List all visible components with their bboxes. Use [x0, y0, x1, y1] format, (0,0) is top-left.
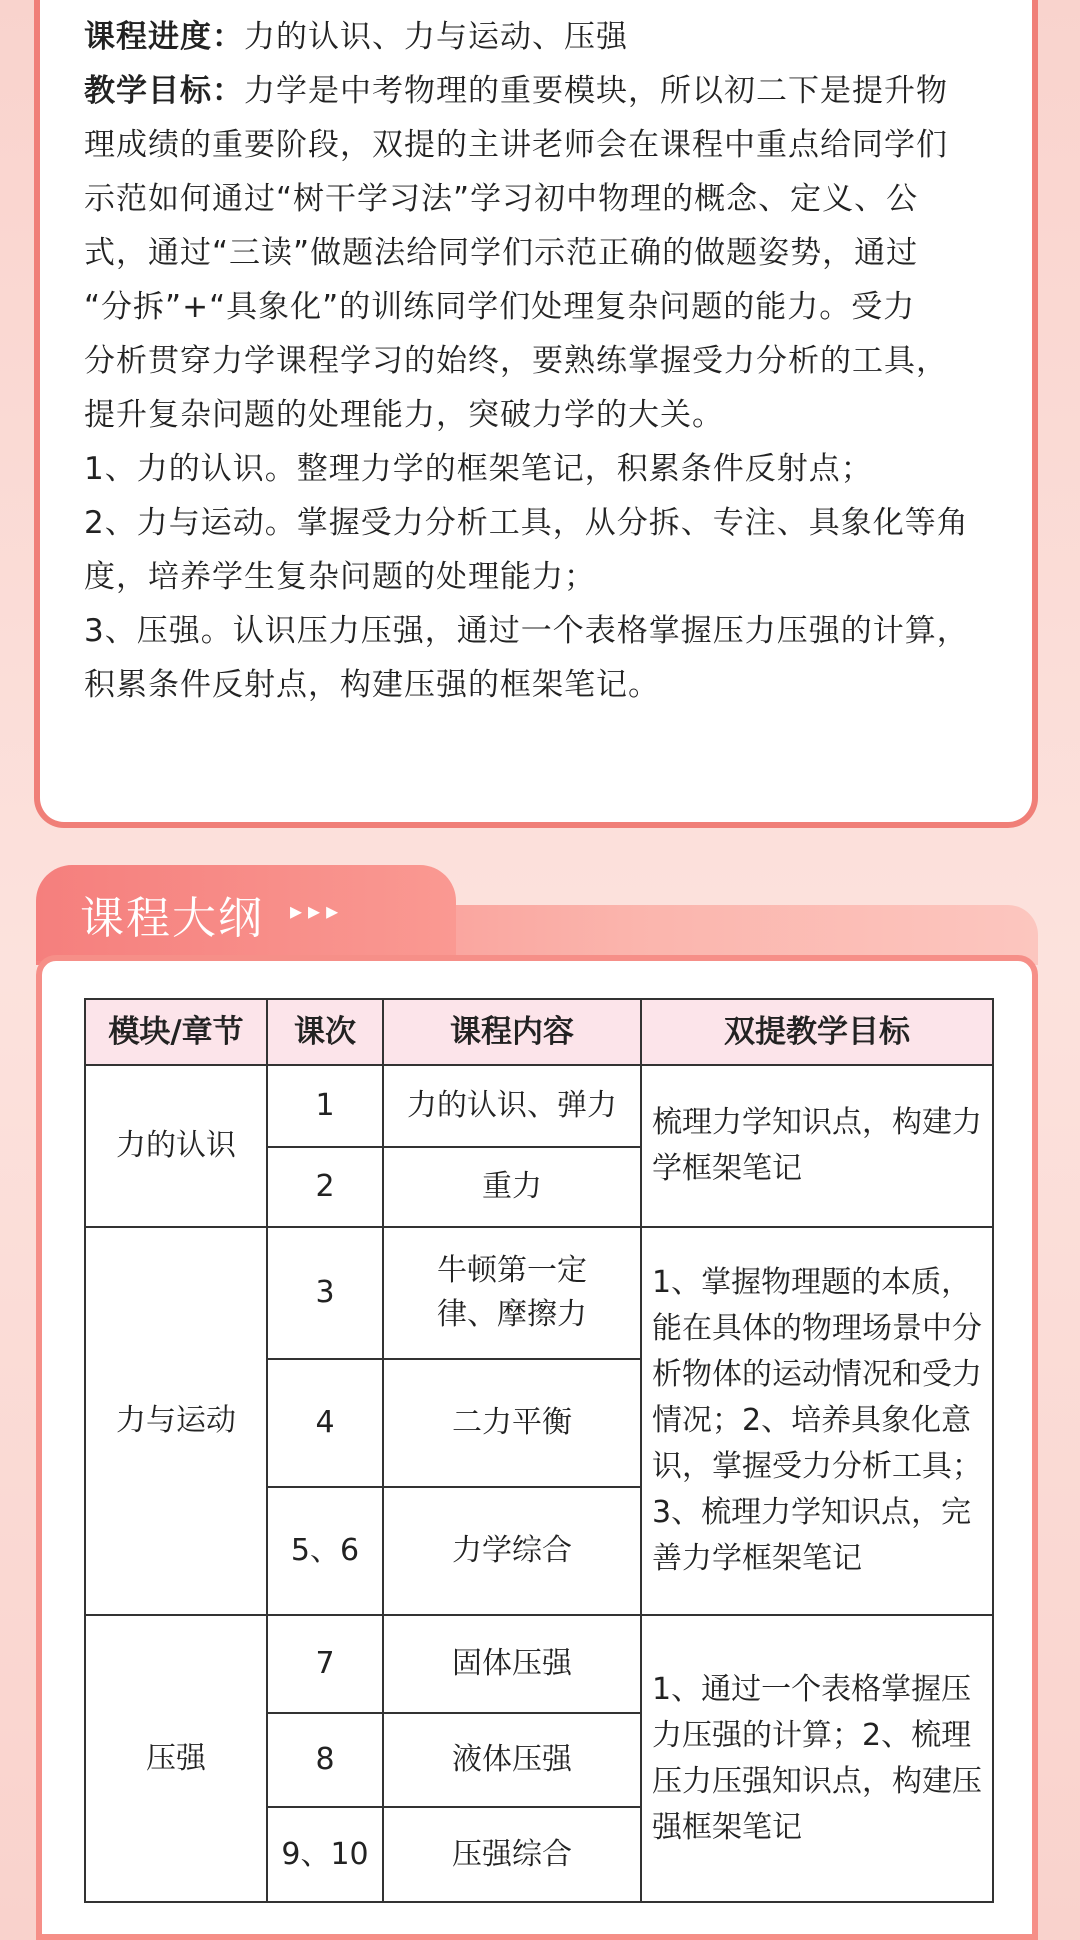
module-cell: 力的认识	[84, 1064, 268, 1228]
progress-text: 力的认识、力与运动、压强	[244, 19, 628, 55]
lesson-number: 3	[266, 1226, 384, 1360]
lesson-number: 5、6	[266, 1486, 384, 1616]
lesson-content: 牛顿第一定律、摩擦力	[382, 1226, 642, 1360]
progress-line	[84, 10, 1004, 64]
lesson-number: 7	[266, 1614, 384, 1714]
section-title: 课程大纲	[80, 893, 264, 944]
lesson-content: 力学综合	[382, 1486, 642, 1616]
point-line-1: 2、力与运动。掌握受力分析工具，从分拆、专注、具象化等角	[84, 505, 969, 541]
table-header: 课程内容	[382, 998, 642, 1066]
lesson-number: 2	[266, 1146, 384, 1228]
goal-line-1: 理成绩的重要阶段，双提的主讲老师会在课程中重点给同学们	[84, 127, 948, 163]
lesson-number: 9、10	[266, 1806, 384, 1903]
point-line-4: 积累条件反射点，构建压强的框架笔记。	[84, 667, 660, 703]
lesson-number: 8	[266, 1712, 384, 1808]
goal-text: 力学是中考物理的重要模块，所以初二下是提升物	[244, 73, 948, 109]
table-header: 课次	[266, 998, 384, 1066]
module-cell: 力与运动	[84, 1226, 268, 1616]
goal-cell: 1、掌握物理题的本质，能在具体的物理场景中分析物体的运动情况和受力情况；2、培养具象化意识，掌握受力分析工具；3、梳理力学知识点，完善力学框架笔记	[640, 1226, 994, 1616]
lesson-content: 压强综合	[382, 1806, 642, 1903]
lesson-content: 固体压强	[382, 1614, 642, 1714]
goal-line-2: 示范如何通过“树干学习法”学习初中物理的概念、定义、公	[84, 181, 919, 217]
lesson-content: 重力	[382, 1146, 642, 1228]
goal-cell: 1、通过一个表格掌握压力压强的计算；2、梳理压力压强知识点，构建压强框架笔记	[640, 1614, 994, 1903]
goal-cell: 梳理力学知识点，构建力学框架笔记	[640, 1064, 994, 1228]
point-line-3: 3、压强。认识压力压强，通过一个表格掌握压力压强的计算，	[84, 613, 969, 649]
goal-line-0	[84, 64, 1004, 118]
point-line-2: 度，培养学生复杂问题的处理能力；	[84, 559, 596, 595]
table-header: 双提教学目标	[640, 998, 994, 1066]
goal-line-3: 式，通过“三读”做题法给同学们示范正确的做题姿势，通过	[84, 235, 919, 271]
goal-line-5: 分析贯穿力学课程学习的始终，要熟练掌握受力分析的工具，	[84, 343, 948, 379]
goal-label: 教学目标：	[84, 73, 244, 109]
lesson-number: 4	[266, 1358, 384, 1488]
lesson-content: 二力平衡	[382, 1358, 642, 1488]
module-cell: 压强	[84, 1614, 268, 1903]
intro-card	[34, 0, 1038, 828]
intro-content	[84, 10, 1004, 712]
goal-line-4: “分拆”+“具象化”的训练同学们处理复杂问题的能力。受力	[84, 289, 916, 325]
table-header: 模块/章节	[84, 998, 268, 1066]
progress-label: 课程进度：	[84, 19, 244, 55]
arrows-icon: ▸▸▸	[290, 897, 345, 925]
lesson-content: 液体压强	[382, 1712, 642, 1808]
lesson-number: 1	[266, 1064, 384, 1148]
goal-line-6: 提升复杂问题的处理能力，突破力学的大关。	[84, 397, 724, 433]
lesson-content: 力的认识、弹力	[382, 1064, 642, 1148]
outline-table	[84, 998, 994, 1903]
point-line-0: 1、力的认识。整理力学的框架笔记，积累条件反射点；	[84, 451, 873, 487]
